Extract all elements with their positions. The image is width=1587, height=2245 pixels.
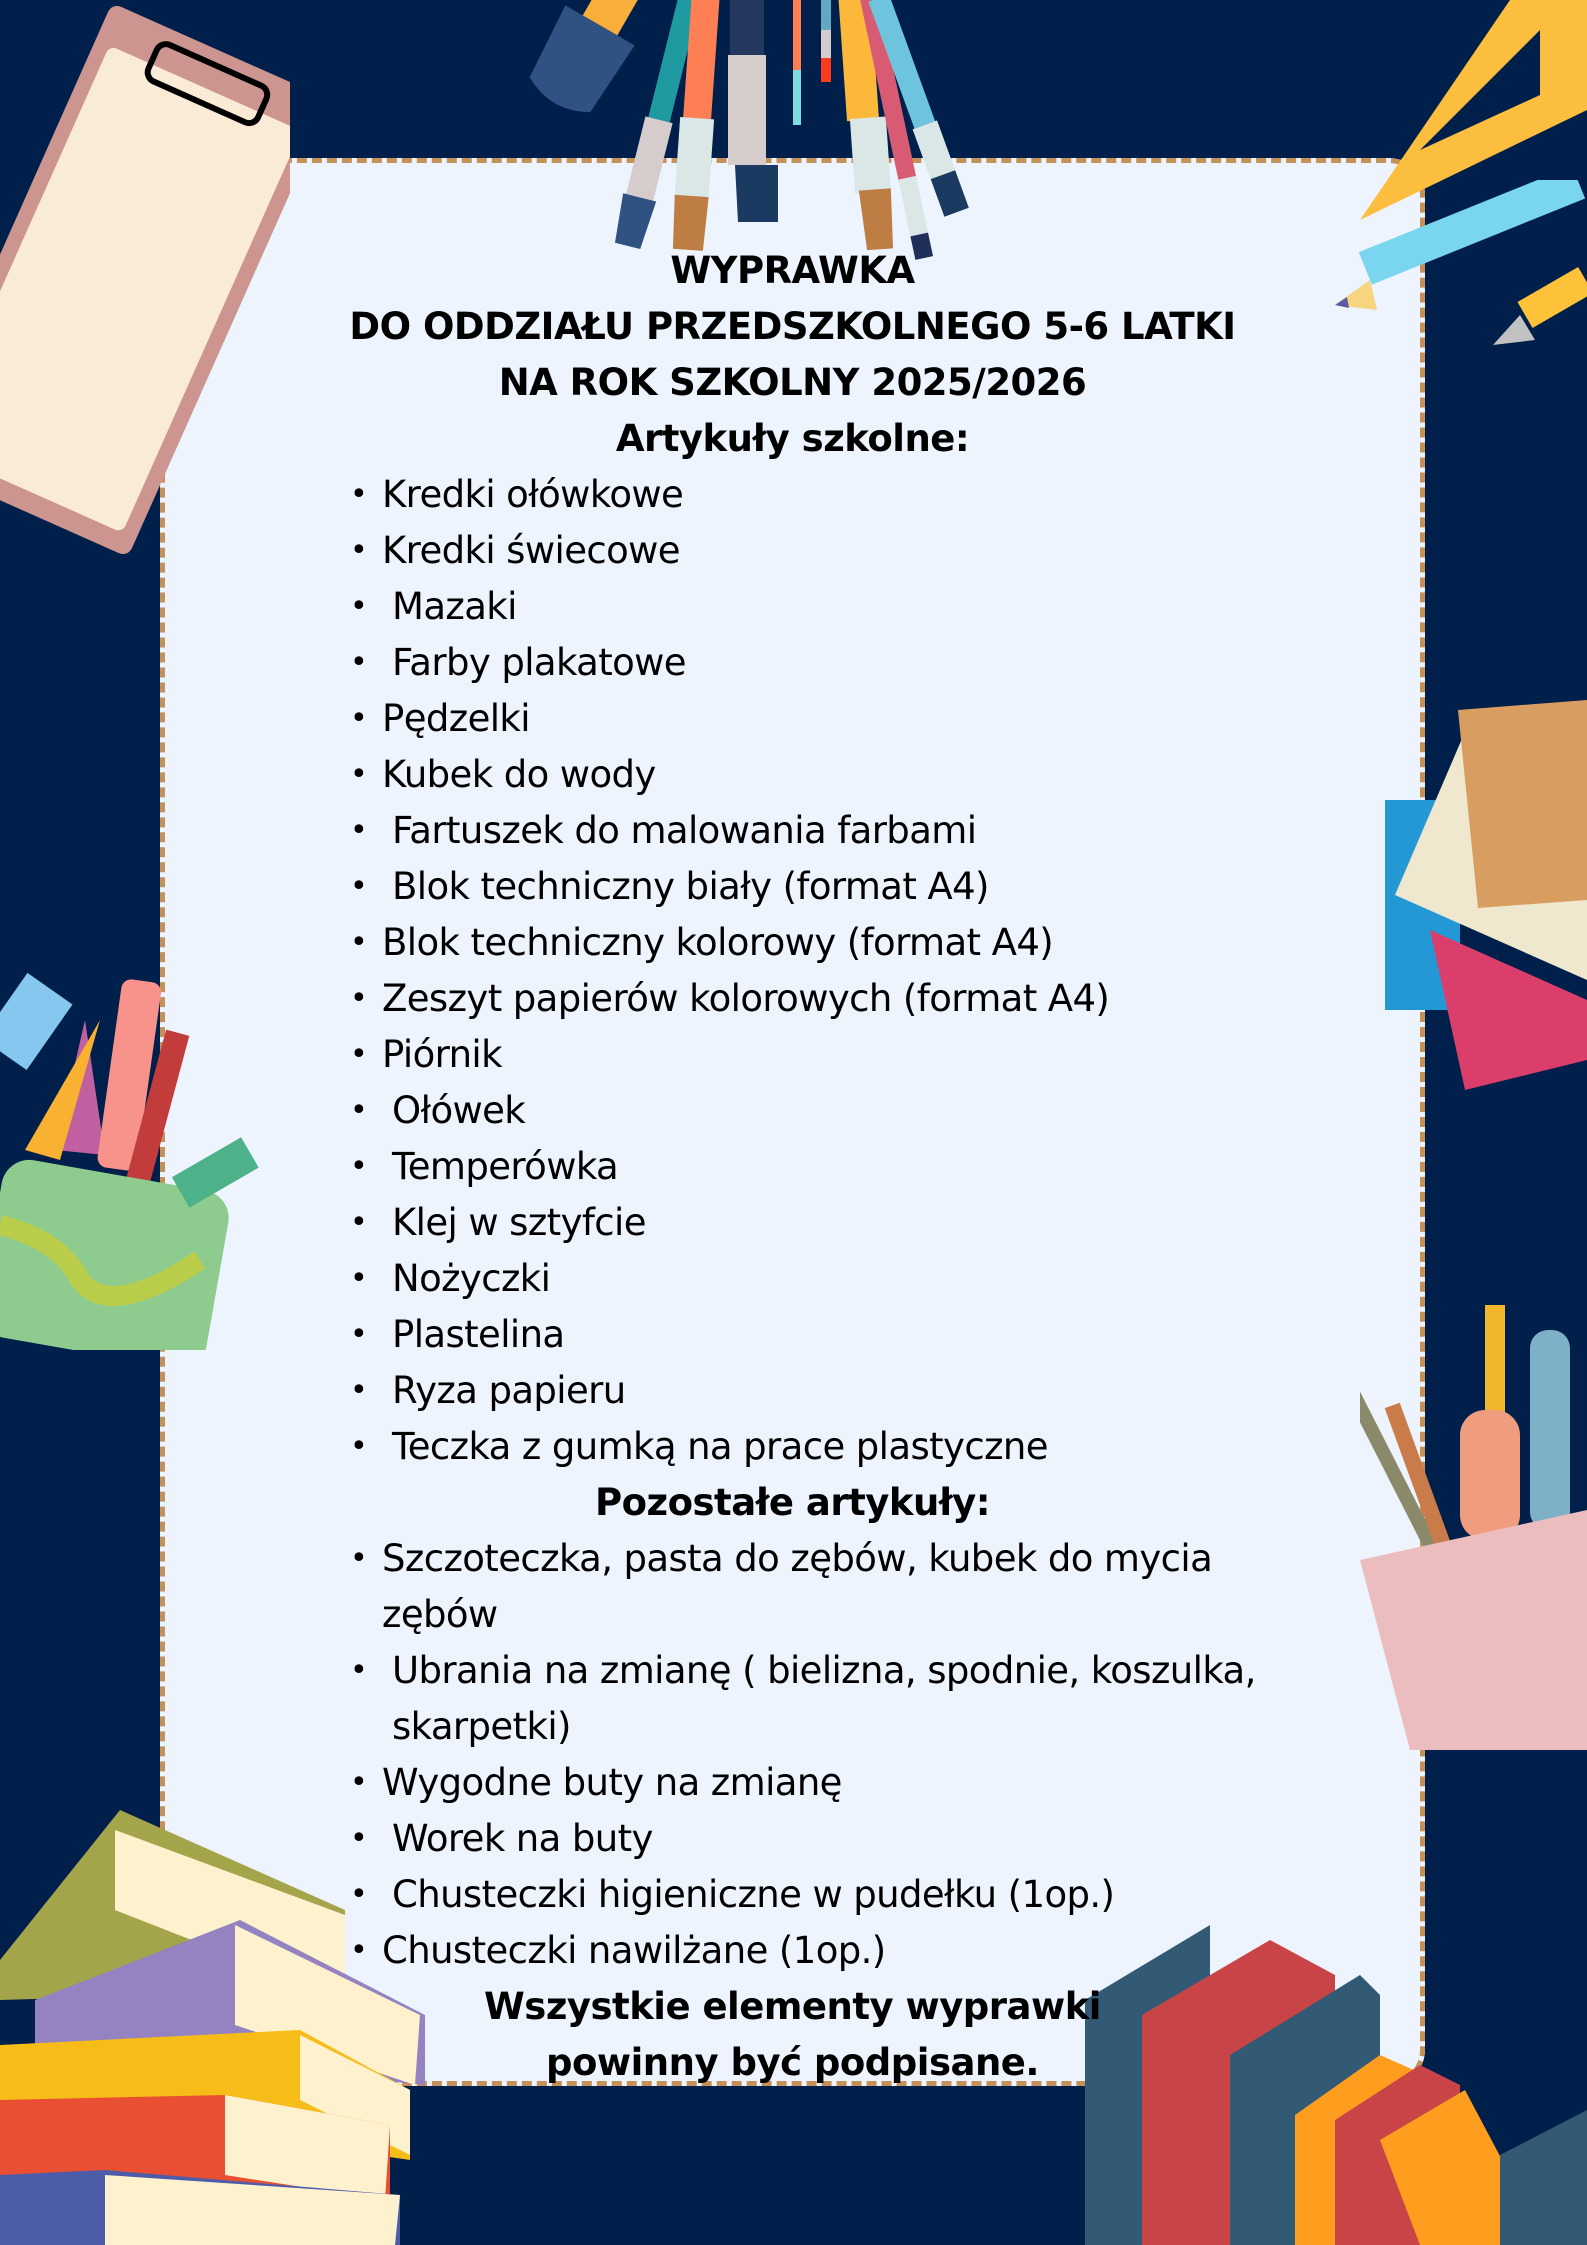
school-items-list (160, 467, 1382, 1475)
section-heading-other: Pozostałe artykuły: (595, 1481, 990, 1524)
list-item: • Ryza papieru (382, 1363, 1382, 1419)
list-item: • Fartuszek do malowania farbami (382, 803, 1382, 859)
bullet-icon: • (350, 1149, 368, 1184)
bullet-icon: • (350, 701, 368, 736)
bullet-icon: • (350, 589, 368, 624)
list-item: • Wygodne buty na zmianę (382, 1755, 1382, 1811)
list-item: • Kubek do wody (382, 747, 1382, 803)
list-item: • Klej w sztyfcie (382, 1195, 1382, 1251)
footer-note (160, 1979, 1425, 2091)
bullet-icon: • (350, 1261, 368, 1296)
list-item: • Piórnik (382, 1027, 1382, 1083)
bullet-icon: • (350, 869, 368, 904)
list-item: • Blok techniczny kolorowy (format A4) (382, 915, 1382, 971)
list-item: • Chusteczki nawilżane (1op.) (382, 1923, 1382, 1979)
list-item: • Pędzelki (382, 691, 1382, 747)
list-item: • Ołówek (382, 1083, 1382, 1139)
bullet-icon: • (350, 1429, 368, 1464)
list-item: • Chusteczki higieniczne w pudełku (1op.) (382, 1867, 1382, 1923)
bullet-icon: • (350, 1821, 368, 1856)
list-item: • Plastelina (382, 1307, 1382, 1363)
document-content (160, 243, 1425, 2091)
list-item: • Blok techniczny biały (format A4) (382, 859, 1382, 915)
bullet-icon: • (350, 477, 368, 512)
list-item: • Kredki ołówkowe (382, 467, 1382, 523)
bullet-icon: • (350, 1317, 368, 1352)
title-line-2: DO ODDZIAŁU PRZEDSZKOLNEGO 5-6 LATKI (349, 305, 1236, 348)
title-line-1: WYPRAWKA (670, 249, 915, 292)
list-item: • Mazaki (382, 579, 1382, 635)
bullet-icon: • (350, 1373, 368, 1408)
list-item: • Temperówka (382, 1139, 1382, 1195)
bullet-icon: • (350, 1653, 368, 1688)
list-item: • Nożyczki (382, 1251, 1382, 1307)
paintbrushes-icon (520, 0, 1000, 260)
list-item: • Worek na buty (382, 1811, 1382, 1867)
bullet-icon: • (350, 1037, 368, 1072)
footer-line-2: powinny być podpisane. (546, 2041, 1039, 2084)
bullet-icon: • (350, 813, 368, 848)
list-item: • Ubrania na zmianę ( bielizna, spodnie, koszulka, skarpetki) (382, 1643, 1382, 1755)
footer-line-1: Wszystkie elementy wyprawki (484, 1985, 1101, 2028)
list-item: • Farby plakatowe (382, 635, 1382, 691)
section-heading-school: Artykuły szkolne: (615, 417, 970, 460)
bullet-icon: • (350, 533, 368, 568)
bullet-icon: • (350, 1541, 368, 1576)
bullet-icon: • (350, 1933, 368, 1968)
bullet-icon: • (350, 1093, 368, 1128)
bullet-icon: • (350, 1765, 368, 1800)
bullet-icon: • (350, 1877, 368, 1912)
bullet-icon: • (350, 645, 368, 680)
list-item: • Szczoteczka, pasta do zębów, kubek do mycia zębów (382, 1531, 1382, 1643)
bullet-icon: • (350, 925, 368, 960)
bullet-icon: • (350, 1205, 368, 1240)
bullet-icon: • (350, 981, 368, 1016)
title-line-3: NA ROK SZKOLNY 2025/2026 (498, 361, 1087, 404)
list-item: • Teczka z gumką na prace plastyczne (382, 1419, 1382, 1475)
other-items-list (160, 1531, 1382, 1979)
list-item: • Kredki świecowe (382, 523, 1382, 579)
list-item: • Zeszyt papierów kolorowych (format A4) (382, 971, 1382, 1027)
bullet-icon: • (350, 757, 368, 792)
